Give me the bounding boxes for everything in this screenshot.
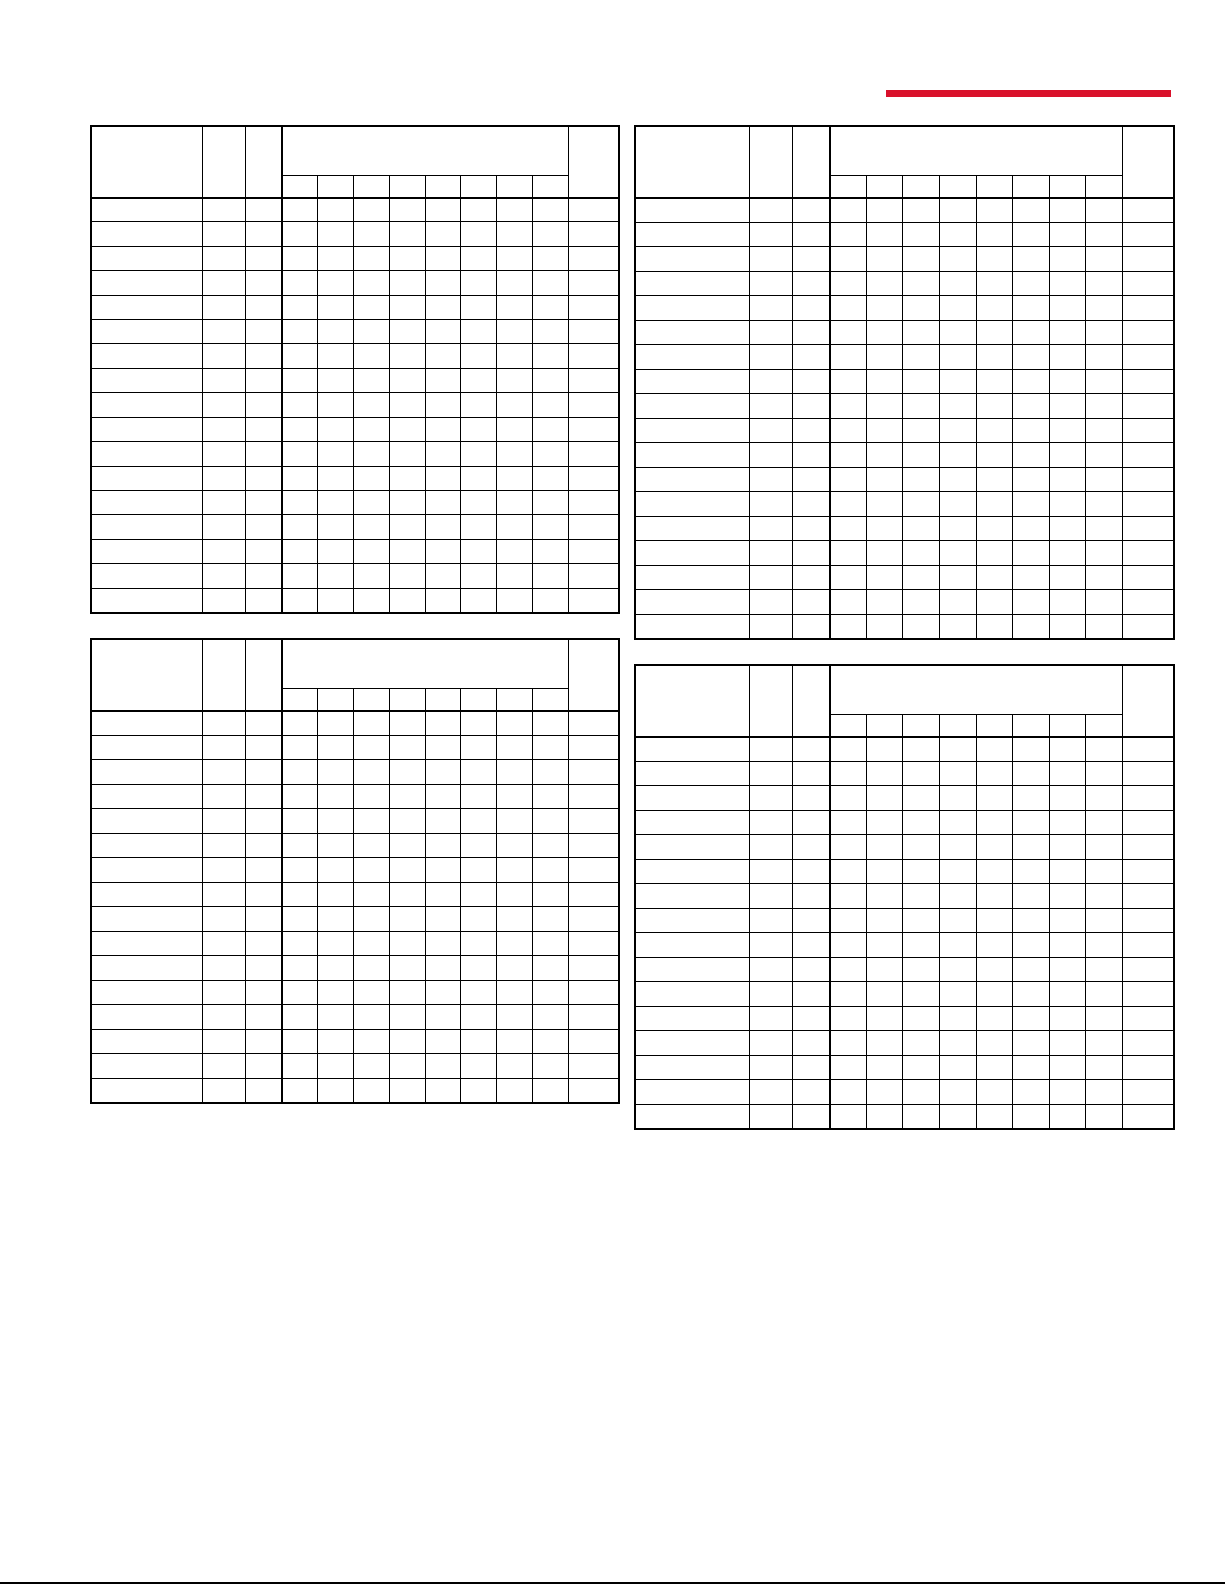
column-divider xyxy=(749,127,750,638)
row-divider xyxy=(636,859,1173,860)
column-divider xyxy=(749,666,750,1128)
row-divider xyxy=(636,1006,1173,1007)
row-divider xyxy=(92,955,618,956)
row-divider xyxy=(92,1004,618,1005)
column-divider xyxy=(202,640,203,1102)
subcolumn-divider xyxy=(460,688,461,1102)
row-divider xyxy=(92,221,618,222)
row-divider xyxy=(92,882,618,883)
subcolumn-divider xyxy=(902,714,903,1128)
row-divider xyxy=(636,344,1173,345)
header-accent-bar xyxy=(886,90,1171,97)
row-divider xyxy=(92,563,618,564)
row-divider xyxy=(636,393,1173,394)
subcolumn-divider xyxy=(496,175,497,612)
row-divider xyxy=(636,271,1173,272)
row-divider xyxy=(636,1055,1173,1056)
blank-grid-table-bottom-left xyxy=(90,638,620,1104)
page-bottom-rule xyxy=(0,1582,1225,1584)
row-divider xyxy=(92,368,618,369)
row-divider xyxy=(92,931,618,932)
row-divider xyxy=(92,759,618,760)
subcolumn-divider xyxy=(1012,175,1013,638)
subcolumn-divider xyxy=(496,688,497,1102)
subcolumn-divider xyxy=(389,688,390,1102)
subcolumn-divider xyxy=(425,688,426,1102)
row-divider xyxy=(92,441,618,442)
row-divider xyxy=(92,857,618,858)
subcolumn-divider xyxy=(939,714,940,1128)
row-divider xyxy=(636,1104,1173,1105)
row-divider xyxy=(92,1029,618,1030)
row-divider xyxy=(636,295,1173,296)
row-divider xyxy=(92,1053,618,1054)
row-divider xyxy=(92,539,618,540)
subcolumn-divider xyxy=(317,688,318,1102)
column-divider xyxy=(1122,127,1123,638)
row-divider xyxy=(636,883,1173,884)
subcolumn-divider xyxy=(460,175,461,612)
subcolumn-divider xyxy=(1085,175,1086,638)
column-divider xyxy=(829,127,831,638)
row-divider xyxy=(636,467,1173,468)
row-divider xyxy=(92,392,618,393)
row-divider xyxy=(92,490,618,491)
row-divider xyxy=(636,1030,1173,1031)
row-divider xyxy=(636,418,1173,419)
row-divider xyxy=(636,981,1173,982)
subcolumn-divider xyxy=(939,175,940,638)
row-divider xyxy=(636,540,1173,541)
row-divider xyxy=(636,932,1173,933)
row-divider xyxy=(636,810,1173,811)
row-divider xyxy=(92,833,618,834)
column-divider xyxy=(568,640,569,1102)
row-divider xyxy=(92,808,618,809)
subcolumn-divider xyxy=(866,714,867,1128)
subcolumn-divider xyxy=(1012,714,1013,1128)
row-divider xyxy=(636,369,1173,370)
subcolumn-divider xyxy=(532,175,533,612)
row-divider xyxy=(636,957,1173,958)
row-divider xyxy=(92,784,618,785)
subcolumn-divider xyxy=(353,688,354,1102)
header-divider xyxy=(636,736,1173,738)
row-divider xyxy=(92,1078,618,1079)
column-divider xyxy=(792,666,793,1128)
column-divider xyxy=(1122,666,1123,1128)
row-divider xyxy=(636,320,1173,321)
row-divider xyxy=(92,466,618,467)
row-divider xyxy=(636,222,1173,223)
row-divider xyxy=(92,588,618,589)
subcolumn-divider xyxy=(976,175,977,638)
subcolumn-divider xyxy=(976,714,977,1128)
row-divider xyxy=(92,735,618,736)
subcolumn-divider xyxy=(1085,714,1086,1128)
subcolumn-divider xyxy=(389,175,390,612)
row-divider xyxy=(636,834,1173,835)
row-divider xyxy=(92,514,618,515)
blank-grid-table-top-right xyxy=(634,125,1175,640)
blank-grid-table-top-left xyxy=(90,125,620,614)
row-divider xyxy=(636,761,1173,762)
row-divider xyxy=(92,980,618,981)
row-divider xyxy=(92,906,618,907)
subcolumn-divider xyxy=(532,688,533,1102)
column-divider xyxy=(245,640,246,1102)
row-divider xyxy=(636,491,1173,492)
row-divider xyxy=(636,246,1173,247)
subcolumn-divider xyxy=(866,175,867,638)
row-divider xyxy=(92,246,618,247)
row-divider xyxy=(636,785,1173,786)
subcolumn-divider xyxy=(353,175,354,612)
row-divider xyxy=(92,343,618,344)
row-divider xyxy=(636,614,1173,615)
row-divider xyxy=(636,565,1173,566)
row-divider xyxy=(636,589,1173,590)
row-divider xyxy=(92,417,618,418)
row-divider xyxy=(636,908,1173,909)
column-divider xyxy=(281,640,283,1102)
row-divider xyxy=(636,516,1173,517)
row-divider xyxy=(92,319,618,320)
subcolumn-divider xyxy=(425,175,426,612)
header-divider xyxy=(636,197,1173,199)
blank-grid-table-bottom-right xyxy=(634,664,1175,1130)
subcolumn-divider xyxy=(317,175,318,612)
row-divider xyxy=(92,270,618,271)
subcolumn-divider xyxy=(1049,175,1050,638)
header-divider xyxy=(92,197,618,199)
header-divider xyxy=(92,710,618,712)
column-divider xyxy=(829,666,831,1128)
subcolumn-divider xyxy=(1049,714,1050,1128)
column-divider xyxy=(792,127,793,638)
subcolumn-divider xyxy=(902,175,903,638)
row-divider xyxy=(636,1079,1173,1080)
row-divider xyxy=(636,442,1173,443)
row-divider xyxy=(92,295,618,296)
